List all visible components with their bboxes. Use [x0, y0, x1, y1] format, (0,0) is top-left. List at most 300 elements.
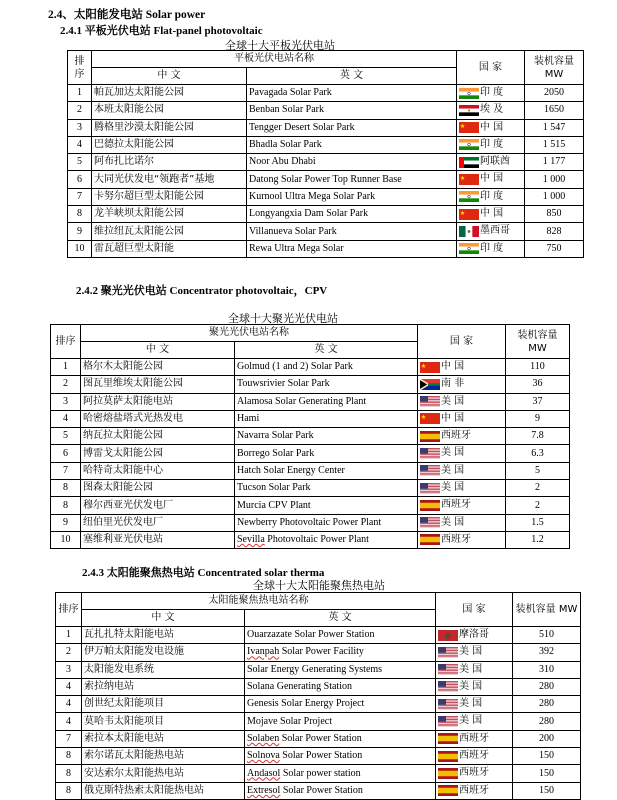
- row-name-english-text: Longyangxia Dam Solar Park: [249, 208, 369, 220]
- row-country: [457, 171, 525, 188]
- row-name-english-text: Tucson Solar Park: [237, 482, 311, 494]
- row-name-english-text: Mojave Solar Project: [247, 715, 332, 727]
- row-country: [418, 480, 506, 497]
- row-name-english-text: Navarra Solar Park: [237, 430, 314, 442]
- row-rank: 5: [68, 154, 92, 171]
- row-country: [457, 206, 525, 223]
- row-name-chinese: 塞维利亚光伏电站: [81, 531, 235, 548]
- row-country-name: 美 国: [459, 715, 483, 727]
- row-name-english-text: Murcia CPV Plant: [237, 499, 311, 511]
- row-country: [457, 223, 525, 240]
- row-name-chinese: 俄克斯特热索太阳能热电站: [82, 782, 245, 799]
- header-rank: 排序: [68, 51, 92, 85]
- row-name-english: [247, 154, 457, 171]
- table-row: [51, 531, 570, 548]
- header-chinese: 中 文: [81, 342, 235, 359]
- row-rank: 3: [68, 119, 92, 136]
- row-name-chinese: 龙羊峡坝太阳能公园: [92, 206, 247, 223]
- row-name-english: [247, 206, 457, 223]
- flag-icon: [420, 362, 440, 373]
- row-capacity: 2: [506, 480, 570, 497]
- row-rank: 2: [68, 102, 92, 119]
- row-capacity: 7.8: [506, 428, 570, 445]
- row-country-name: 阿联酋: [480, 156, 510, 168]
- us-flag-icon: [438, 699, 458, 710]
- header-country: 国 家: [436, 593, 513, 627]
- header-name-group: 聚光光伏电站名称: [81, 325, 418, 342]
- row-name-chinese: 巴德拉太阳能公园: [92, 136, 247, 153]
- flag-icon: [438, 681, 458, 692]
- row-country-name: 南 非: [441, 378, 465, 390]
- flag-icon: [459, 209, 479, 220]
- row-name-english-text: Hatch Solar Energy Center: [237, 464, 345, 476]
- section-heading-csp: 2.4.3 太阳能聚焦热电站 Concentrated solar therma: [82, 567, 325, 579]
- row-rank: 7: [68, 188, 92, 205]
- row-name-chinese: 太阳能发电系统: [82, 661, 245, 678]
- row-name-english-text: Alamosa Solar Generating Plant: [237, 395, 367, 407]
- row-capacity: 1 515: [525, 136, 584, 153]
- row-name-chinese: 图瓦里维埃太阳能公园: [81, 376, 235, 393]
- flag-icon: [459, 226, 479, 237]
- table-row: [51, 410, 570, 427]
- row-capacity: 6.3: [506, 445, 570, 462]
- table-row: [51, 393, 570, 410]
- row-capacity: 280: [513, 678, 581, 695]
- row-country-name: 西班牙: [459, 750, 489, 762]
- table-row: [68, 206, 584, 223]
- es-flag-icon: [420, 500, 440, 511]
- row-country-name: 西班牙: [441, 430, 471, 442]
- row-country: [418, 393, 506, 410]
- row-capacity: 150: [513, 782, 581, 799]
- flag-icon: [420, 396, 440, 407]
- es-flag-icon: [420, 431, 440, 442]
- header-chinese: 中 文: [92, 68, 247, 85]
- table-row: [56, 713, 581, 730]
- mx-flag-icon: [459, 226, 479, 237]
- us-flag-icon: [438, 716, 458, 727]
- row-country: [457, 154, 525, 171]
- row-country: [418, 410, 506, 427]
- row-country-name: 墨西哥: [480, 225, 510, 237]
- row-name-english: [245, 748, 436, 765]
- row-name-english-text: Benban Solar Park: [249, 104, 324, 116]
- row-name-chinese: 雷瓦超巨型太阳能: [92, 240, 247, 257]
- row-rank: 4: [51, 410, 81, 427]
- row-capacity: 1.2: [506, 531, 570, 548]
- header-capacity: 装机容量 MW: [513, 593, 581, 627]
- table-row: [56, 644, 581, 661]
- row-name-english-text: Sevilla Photovoltaic Power Plant: [237, 534, 369, 546]
- row-name-english: [245, 627, 436, 644]
- row-name-chinese: 博雷戈太阳能公园: [81, 445, 235, 462]
- row-country-name: 美 国: [441, 464, 465, 476]
- es-flag-icon: [438, 785, 458, 796]
- row-name-english: [245, 644, 436, 661]
- table-caption-flat-pv: 全球十大平板光伏电站: [225, 39, 335, 52]
- row-capacity: 310: [513, 661, 581, 678]
- row-rank: 8: [68, 206, 92, 223]
- row-country-name: 中 国: [441, 361, 465, 372]
- flag-icon: [420, 500, 440, 511]
- row-name-chinese: 索拉本太阳能电站: [82, 730, 245, 747]
- table-row: [68, 154, 584, 171]
- row-name-english: [235, 428, 418, 445]
- table-row: [56, 765, 581, 782]
- row-capacity: 750: [525, 240, 584, 257]
- row-country: [436, 782, 513, 799]
- row-capacity: 150: [513, 748, 581, 765]
- cn-flag-icon: [459, 209, 479, 220]
- row-name-english: [235, 531, 418, 548]
- row-capacity: 850: [525, 206, 584, 223]
- row-country-name: 西班牙: [459, 732, 489, 744]
- table-row: [56, 627, 581, 644]
- header-capacity: 装机容量 MW: [506, 325, 570, 359]
- row-rank: 9: [68, 223, 92, 240]
- in-flag-icon: [459, 191, 479, 202]
- table-csp: [55, 592, 581, 800]
- row-name-english: [247, 240, 457, 257]
- flag-icon: [459, 191, 479, 202]
- row-country: [457, 240, 525, 257]
- eg-flag-icon: [459, 105, 479, 116]
- table-row: [51, 514, 570, 531]
- flag-icon: [420, 465, 440, 476]
- ae-flag-icon: [459, 157, 479, 168]
- row-name-chinese: 创世纪太阳能项目: [82, 696, 245, 713]
- row-rank: 3: [56, 661, 82, 678]
- row-name-chinese: 阿拉莫萨太阳能电站: [81, 393, 235, 410]
- table-row: [51, 480, 570, 497]
- row-capacity: 5: [506, 462, 570, 479]
- row-capacity: 392: [513, 644, 581, 661]
- table-row: [68, 85, 584, 102]
- row-name-english: [235, 445, 418, 462]
- row-country-name: 中 国: [480, 121, 504, 133]
- row-name-english-text: Hami: [237, 413, 260, 425]
- row-name-chinese: 穆尔西亚光伏发电厂: [81, 497, 235, 514]
- row-name-english: [235, 480, 418, 497]
- row-rank: 10: [51, 531, 81, 548]
- row-country: [457, 136, 525, 153]
- es-flag-icon: [420, 534, 440, 545]
- flag-icon: [420, 413, 440, 424]
- header-rank: 排序: [51, 325, 81, 359]
- row-name-english: [247, 223, 457, 240]
- row-name-english-text: Solnova Solar Power Station: [247, 750, 363, 762]
- header-chinese: 中 文: [82, 610, 245, 627]
- row-capacity: 2: [506, 497, 570, 514]
- table-row: [51, 428, 570, 445]
- row-name-english: [245, 765, 436, 782]
- row-country: [436, 627, 513, 644]
- us-flag-icon: [420, 448, 440, 459]
- row-country-name: 摩洛哥: [459, 629, 489, 640]
- row-rank: 4: [56, 678, 82, 695]
- row-country-name: 美 国: [459, 698, 483, 710]
- flag-icon: [420, 431, 440, 442]
- row-name-english-text: Extresol Solar Power Station: [247, 784, 363, 796]
- row-rank: 9: [51, 514, 81, 531]
- row-country: [418, 514, 506, 531]
- table-row: [68, 171, 584, 188]
- row-capacity: 150: [513, 765, 581, 782]
- section-heading-flat-pv: 2.4.1 平板光伏电站 Flat-panel photovoltaic: [60, 25, 263, 37]
- header-english: 英 文: [235, 342, 418, 359]
- section-heading-cpv: 2.4.2 聚光光伏电站 Concentrator photovoltaic，CPV: [76, 285, 328, 297]
- row-capacity: 1 000: [525, 188, 584, 205]
- row-capacity: 200: [513, 730, 581, 747]
- table-caption-csp: 全球十大太阳能聚焦热电站: [253, 579, 385, 592]
- row-name-english-text: Solaben Solar Power Station: [247, 732, 362, 744]
- header-english: 英 文: [245, 610, 436, 627]
- table-row: [68, 119, 584, 136]
- es-flag-icon: [438, 733, 458, 744]
- row-name-chinese: 哈密熔盐塔式光热发电: [81, 410, 235, 427]
- cn-flag-icon: [459, 174, 479, 185]
- row-name-chinese: 伊万帕太阳能发电设施: [82, 644, 245, 661]
- row-rank: 8: [56, 782, 82, 799]
- us-flag-icon: [438, 647, 458, 658]
- row-name-english: [235, 410, 418, 427]
- row-name-english: [245, 730, 436, 747]
- row-name-english-text: Datong Solar Power Top Runner Base: [249, 173, 402, 185]
- row-country: [436, 713, 513, 730]
- flag-icon: [459, 243, 479, 254]
- flag-icon: [420, 517, 440, 528]
- row-name-english-text: Touwsrivier Solar Park: [237, 378, 330, 390]
- row-name-english-text: Ouarzazate Solar Power Station: [247, 629, 375, 641]
- row-country: [436, 730, 513, 747]
- row-capacity: 1 000: [525, 171, 584, 188]
- row-country-name: 美 国: [459, 663, 483, 675]
- flag-icon: [420, 534, 440, 545]
- row-name-chinese: 卡努尔超巨型太阳能公园: [92, 188, 247, 205]
- row-country: [436, 678, 513, 695]
- row-capacity: 9: [506, 410, 570, 427]
- row-name-english-text: Solar Energy Generating Systems: [247, 663, 383, 675]
- row-name-chinese: 阿布扎比诺尔: [92, 154, 247, 171]
- row-country-name: 印 度: [480, 138, 504, 150]
- row-name-english-text: Kurnool Ultra Mega Solar Park: [249, 190, 376, 202]
- row-name-english-text: Noor Abu Dhabi: [249, 156, 316, 168]
- flag-icon: [459, 174, 479, 185]
- table-row: [51, 462, 570, 479]
- table-row: [68, 223, 584, 240]
- row-rank: 8: [51, 480, 81, 497]
- row-country: [457, 85, 525, 102]
- row-country-name: 印 度: [480, 242, 504, 254]
- flag-icon: [459, 105, 479, 116]
- table-row: [56, 730, 581, 747]
- flag-icon: [459, 88, 479, 99]
- row-country: [436, 661, 513, 678]
- row-country: [418, 497, 506, 514]
- row-name-english-text: Andasol Solar power station: [247, 767, 361, 779]
- row-name-english-text: Solana Generating Station: [247, 681, 352, 693]
- row-rank: 4: [56, 696, 82, 713]
- row-rank: 8: [51, 497, 81, 514]
- page-heading: 2.4、太阳能发电站 Solar power: [48, 9, 206, 21]
- row-capacity: 1 547: [525, 119, 584, 136]
- row-capacity: 510: [513, 627, 581, 644]
- row-name-english-text: Golmud (1 and 2) Solar Park: [237, 361, 353, 373]
- row-capacity: 1.5: [506, 514, 570, 531]
- flag-icon: [438, 751, 458, 762]
- row-rank: 6: [51, 445, 81, 462]
- row-name-english-text: Rewa Ultra Mega Solar: [249, 242, 344, 254]
- row-name-chinese: 索拉纳电站: [82, 678, 245, 695]
- table-row: [51, 497, 570, 514]
- row-capacity: 2050: [525, 85, 584, 102]
- row-capacity: 828: [525, 223, 584, 240]
- flag-icon: [438, 716, 458, 727]
- table-row: [68, 136, 584, 153]
- table-caption-cpv: 全球十大聚光光伏电站: [228, 312, 338, 325]
- table-row: [51, 445, 570, 462]
- row-rank: 2: [56, 644, 82, 661]
- row-name-english-text: Pavagada Solar Park: [249, 87, 332, 99]
- row-capacity: 37: [506, 393, 570, 410]
- table-row: [56, 748, 581, 765]
- row-name-english-text: Bhadla Solar Park: [249, 139, 322, 151]
- row-country-name: 中 国: [480, 208, 504, 220]
- row-country-name: 中 国: [441, 412, 465, 424]
- flag-icon: [459, 157, 479, 168]
- row-name-english: [235, 514, 418, 531]
- cn-flag-icon: [420, 362, 440, 373]
- flag-icon: [438, 785, 458, 796]
- row-name-english: [235, 393, 418, 410]
- row-name-chinese: 安达索尔太阳能热电站: [82, 765, 245, 782]
- row-name-english-text: Newberry Photovoltaic Power Plant: [237, 516, 382, 528]
- row-rank: 4: [68, 136, 92, 153]
- row-name-chinese: 格尔木太阳能公园: [81, 359, 235, 376]
- flag-icon: [420, 448, 440, 459]
- table-row: [56, 696, 581, 713]
- row-country: [436, 696, 513, 713]
- es-flag-icon: [438, 768, 458, 779]
- ma-flag-icon: [438, 630, 458, 641]
- row-rank: 10: [68, 240, 92, 257]
- row-rank: 7: [51, 462, 81, 479]
- table-row: [68, 188, 584, 205]
- row-name-chinese: 大同光伏发电“领跑者”基地: [92, 171, 247, 188]
- row-name-english: [245, 661, 436, 678]
- row-country-name: 埃 及: [480, 104, 504, 116]
- row-country: [418, 359, 506, 376]
- cn-flag-icon: [459, 122, 479, 133]
- us-flag-icon: [420, 396, 440, 407]
- row-rank: 8: [56, 748, 82, 765]
- table-cpv: [50, 324, 570, 549]
- cn-flag-icon: [420, 413, 440, 424]
- header-english: 英 文: [247, 68, 457, 85]
- table-row: [56, 678, 581, 695]
- row-capacity: 280: [513, 696, 581, 713]
- row-country-name: 西班牙: [459, 767, 489, 779]
- row-country: [436, 748, 513, 765]
- us-flag-icon: [438, 681, 458, 692]
- row-country-name: 西班牙: [459, 784, 489, 796]
- row-name-chinese: 维拉纽瓦太阳能公园: [92, 223, 247, 240]
- header-capacity: 装机容量 MW: [525, 51, 584, 85]
- row-country-name: 美 国: [441, 447, 465, 459]
- row-country-name: 美 国: [441, 395, 465, 407]
- table-row: [51, 359, 570, 376]
- flag-icon: [438, 664, 458, 675]
- row-country-name: 西班牙: [441, 533, 471, 545]
- row-country: [418, 428, 506, 445]
- header-name-group: 平板光伏电站名称: [92, 51, 457, 68]
- row-capacity: 36: [506, 376, 570, 393]
- row-country-name: 印 度: [480, 87, 504, 98]
- in-flag-icon: [459, 243, 479, 254]
- table-flat-pv: [67, 50, 584, 258]
- row-name-chinese: 本班太阳能公园: [92, 102, 247, 119]
- row-name-english: [235, 462, 418, 479]
- row-country: [436, 765, 513, 782]
- us-flag-icon: [438, 664, 458, 675]
- row-rank: 1: [51, 359, 81, 376]
- row-name-english: [247, 188, 457, 205]
- row-country: [457, 188, 525, 205]
- za-flag-icon: [420, 379, 440, 390]
- flag-icon: [420, 379, 440, 390]
- row-name-english: [247, 119, 457, 136]
- row-name-chinese: 图森太阳能公园: [81, 480, 235, 497]
- row-name-english: [245, 696, 436, 713]
- row-name-english: [245, 782, 436, 799]
- row-country-name: 中 国: [480, 173, 504, 185]
- row-name-english-text: Genesis Solar Energy Project: [247, 698, 365, 710]
- row-country-name: 印 度: [480, 190, 504, 202]
- row-rank: 1: [56, 627, 82, 644]
- row-name-english-text: Ivanpah Solar Power Facility: [247, 646, 364, 658]
- row-rank: 1: [68, 85, 92, 102]
- row-name-chinese: 纳瓦拉太阳能公园: [81, 428, 235, 445]
- row-name-english: [235, 359, 418, 376]
- row-rank: 3: [51, 393, 81, 410]
- header-name-group: 太阳能聚焦热电站名称: [82, 593, 436, 610]
- row-name-chinese: 索尔诺瓦太阳能热电站: [82, 748, 245, 765]
- in-flag-icon: [459, 88, 479, 99]
- row-capacity: 110: [506, 359, 570, 376]
- row-name-chinese: 哈特奇太阳能中心: [81, 462, 235, 479]
- row-country: [418, 462, 506, 479]
- table-row: [51, 376, 570, 393]
- flag-icon: [438, 647, 458, 658]
- row-country: [457, 119, 525, 136]
- us-flag-icon: [420, 465, 440, 476]
- flag-icon: [438, 630, 458, 641]
- row-country-name: 美 国: [441, 482, 465, 494]
- row-country-name: 西班牙: [441, 499, 471, 511]
- row-name-english: [235, 376, 418, 393]
- flag-icon: [438, 768, 458, 779]
- header-rank: 排序: [56, 593, 82, 627]
- table-row: [68, 240, 584, 257]
- row-capacity: 280: [513, 713, 581, 730]
- row-name-chinese: 腾格里沙漠太阳能公园: [92, 119, 247, 136]
- us-flag-icon: [420, 517, 440, 528]
- row-name-chinese: 帕瓦加达太阳能公园: [92, 85, 247, 102]
- row-name-english: [245, 713, 436, 730]
- row-country: [418, 445, 506, 462]
- row-country: [418, 531, 506, 548]
- row-name-english: [247, 136, 457, 153]
